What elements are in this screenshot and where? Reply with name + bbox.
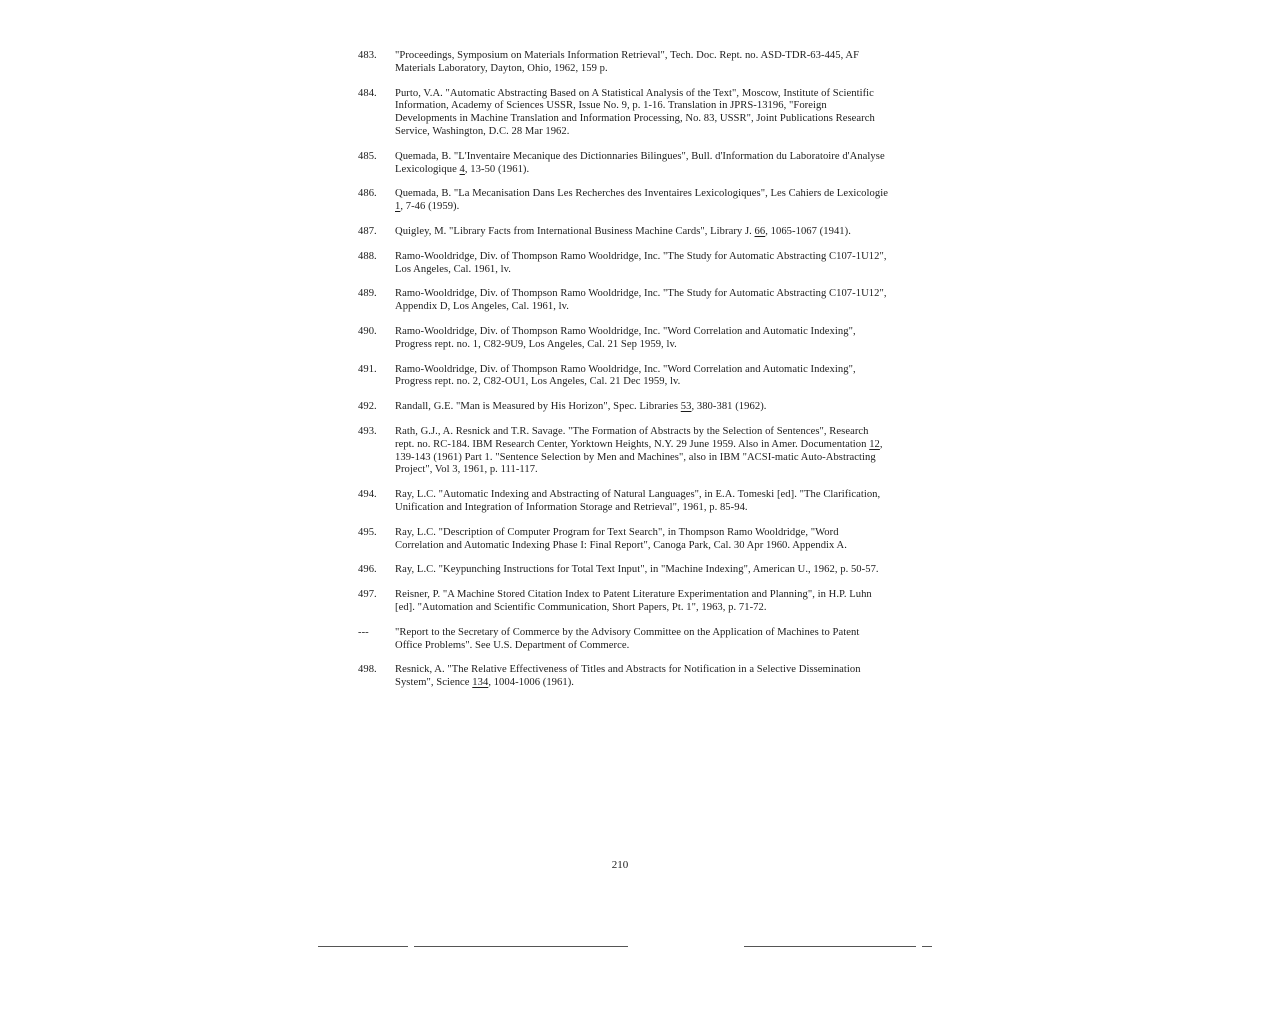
reference-text: Quemada, B. "L'Inventaire Mecanique des Dictionnaries Bilingues", Bull. d'Information du Laboratoire d'Analyse Lexicologique 4, 13-50 (1961). bbox=[395, 150, 885, 175]
reference-number: 487. bbox=[358, 225, 377, 237]
reference-entry bbox=[358, 288, 888, 314]
reference-number: 483. bbox=[358, 50, 377, 61]
scan-artifact-line bbox=[922, 946, 932, 947]
reference-number: 490. bbox=[358, 325, 377, 337]
reference-number: 484. bbox=[358, 87, 377, 99]
reference-text: Ramo-Wooldridge, Div. of Thompson Ramo Wooldridge, Inc. "Word Correlation and Automatic Indexing", Progress rept. no. 2, C82-OU1, Los Angeles, Cal. 21 Dec 1959, lv. bbox=[395, 363, 856, 388]
reference-text: Ray, L.C. "Description of Computer Program for Text Search", in Thompson Ramo Wooldridge, "Word Correlation and Automatic Indexing Phase I: Final Report", Canoga Park, Cal. 30 Apr 1960. Appendix A. bbox=[395, 526, 847, 551]
reference-number: 493. bbox=[358, 425, 377, 437]
reference-number: 494. bbox=[358, 489, 377, 501]
reference-entry bbox=[358, 564, 888, 577]
reference-entry bbox=[358, 188, 888, 214]
reference-number: 495. bbox=[358, 526, 377, 538]
reference-number: 497. bbox=[358, 589, 377, 601]
reference-text: Quigley, M. "Library Facts from International Business Machine Cards", Library J. 66, 1065-1067 (1941). bbox=[395, 225, 851, 237]
reference-text: Ramo-Wooldridge, Div. of Thompson Ramo Wooldridge, Inc. "The Study for Automatic Abstracting C107-1U12", Appendix D, Los Angeles, Cal. 1961, lv. bbox=[395, 288, 887, 313]
reference-entry bbox=[358, 50, 888, 76]
reference-text: Purto, V.A. "Automatic Abstracting Based on A Statistical Analysis of the Text", Moscow, Institute of Scientific Information, Academy of Sciences USSR, Issue No. 9, p. 1-16. Translation in JPRS-13196, "Foreign Developments in Machine Translation and Information Processing, No. 83, USSR", Joint Publications Research Service, Washington, D.C. 28 Mar 1962. bbox=[395, 87, 875, 137]
scan-artifact-line bbox=[744, 946, 916, 947]
reference-number: 498. bbox=[358, 664, 377, 676]
scan-artifact-line bbox=[414, 946, 628, 947]
reference-entry bbox=[358, 527, 888, 553]
volume-number: 12 bbox=[869, 438, 880, 450]
volume-number: 53 bbox=[680, 401, 692, 413]
reference-entry bbox=[358, 151, 888, 177]
reference-text: Randall, G.E. "Man is Measured by His Horizon", Spec. Libraries 53, 380-381 (1962). bbox=[395, 401, 767, 413]
reference-entry bbox=[358, 489, 888, 515]
reference-number: 489. bbox=[358, 288, 377, 300]
volume-number: 134 bbox=[472, 677, 489, 689]
volume-number: 4 bbox=[459, 163, 465, 175]
reference-text: "Report to the Secretary of Commerce by the Advisory Committee on the Application of Machines to Patent Office Problems". See U.S. Department of Commerce. bbox=[395, 626, 860, 651]
volume-number: 66 bbox=[754, 225, 766, 237]
reference-number: 496. bbox=[358, 564, 377, 576]
reference-number: 486. bbox=[358, 188, 377, 200]
reference-entry bbox=[358, 664, 888, 690]
reference-text: Ray, L.C. "Automatic Indexing and Abstracting of Natural Languages", in E.A. Tomeski [ed]. "The Clarification, Unification and Integration of Information Storage and Retrieval", 1961, p. 85-94. bbox=[395, 489, 881, 513]
reference-number: 488. bbox=[358, 250, 377, 262]
reference-number: --- bbox=[358, 626, 369, 638]
reference-entry bbox=[358, 226, 888, 239]
reference-entry bbox=[358, 426, 888, 477]
reference-text: Ramo-Wooldridge, Div. of Thompson Ramo Wooldridge, Inc. "Word Correlation and Automatic Indexing", Progress rept. no. 1, C82-9U9, Los Angeles, Cal. 21 Sep 1959, lv. bbox=[395, 325, 856, 350]
reference-text: "Proceedings, Symposium on Materials Information Retrieval", Tech. Doc. Rept. no. ASD-TDR-63-445, AF Materials Laboratory, Dayton, Ohio, 1962, 159 p. bbox=[395, 50, 860, 74]
bibliography-page bbox=[358, 50, 888, 702]
reference-number: 485. bbox=[358, 150, 377, 162]
reference-text: Ray, L.C. "Keypunching Instructions for Total Text Input", in "Machine Indexing", American U., 1962, p. 50-57. bbox=[395, 564, 879, 576]
reference-entry bbox=[358, 326, 888, 352]
volume-number: 1 bbox=[395, 201, 401, 213]
scan-artifact-line bbox=[318, 946, 408, 947]
reference-text: Quemada, B. "La Mecanisation Dans Les Recherches des Inventaires Lexicologiques", Les Cahiers de Lexicologie 1, 7-46 (1959). bbox=[395, 188, 888, 213]
reference-entry bbox=[358, 401, 888, 414]
reference-entry bbox=[358, 364, 888, 390]
reference-text: Reisner, P. "A Machine Stored Citation Index to Patent Literature Experimentation and Planning", in H.P. Luhn [ed]. "Automation and Scientific Communication, Short Papers, Pt. 1", 1963, p. 71-72. bbox=[395, 589, 872, 613]
reference-entry bbox=[358, 627, 888, 653]
reference-entry bbox=[358, 589, 888, 615]
page-number: 210 bbox=[611, 859, 629, 871]
reference-text: Ramo-Wooldridge, Div. of Thompson Ramo Wooldridge, Inc. "The Study for Automatic Abstracting C107-1U12", Los Angeles, Cal. 1961, lv. bbox=[395, 250, 887, 275]
reference-entry bbox=[358, 251, 888, 277]
reference-number: 491. bbox=[358, 363, 377, 375]
reference-entry bbox=[358, 88, 888, 139]
reference-text: Resnick, A. "The Relative Effectiveness of Titles and Abstracts for Notification in a Selective Dissemination System", Science 134, 1004-1006 (1961). bbox=[395, 664, 861, 689]
reference-text: Rath, G.J., A. Resnick and T.R. Savage. "The Formation of Abstracts by the Selection of Sentences", Research rept. no. RC-184. IBM Research Center, Yorktown Heights, N.Y. 29 June 1959. Also in Amer. Documentation 12, 139-143 (1961) Part 1. "Sentence Selection by Men and Machines", also in IBM "ACSI-matic Auto-Abstracting Project", Vol 3, 1961, p. 111-117. bbox=[395, 425, 883, 476]
reference-number: 492. bbox=[358, 401, 377, 413]
